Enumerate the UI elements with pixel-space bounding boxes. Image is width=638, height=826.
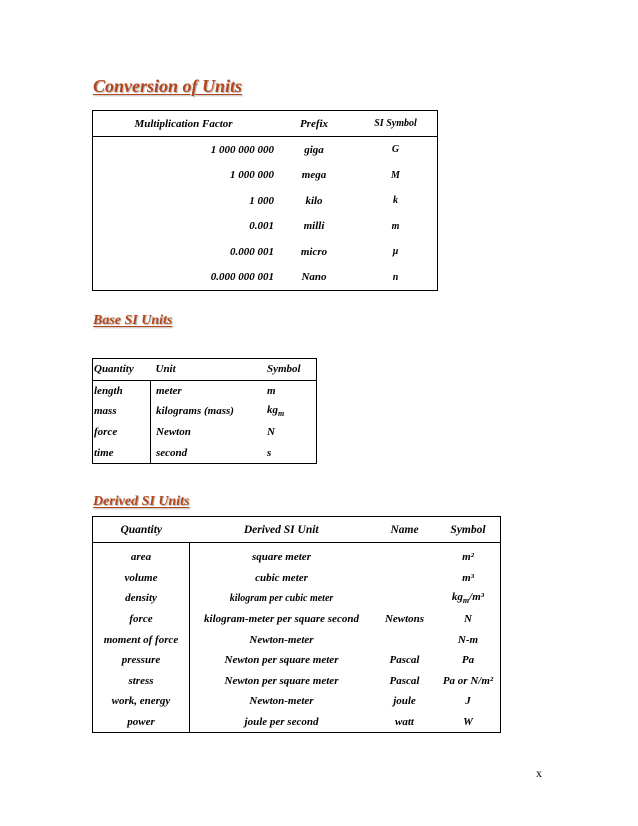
- symbol-cell: G: [391, 144, 400, 156]
- unit-cell: cubic meter: [190, 568, 374, 589]
- name-cell: [373, 543, 436, 568]
- table-header-row: [93, 517, 501, 543]
- factor-cell: 1 000 000 000: [210, 143, 274, 156]
- table-row: [93, 442, 317, 463]
- table-row: [93, 588, 501, 609]
- derived-si-title: Derived SI Units: [93, 494, 190, 509]
- derived-si-table: [92, 516, 501, 733]
- base-si-table: [92, 358, 317, 464]
- table-row: [93, 401, 317, 422]
- symbol-cell: µ: [392, 246, 399, 258]
- table-row: [93, 137, 438, 163]
- factor-cell: 1 000: [249, 194, 274, 207]
- table-row: [93, 650, 501, 671]
- symbol-cell: J: [465, 695, 471, 708]
- factor-cell: 0.001: [249, 220, 274, 233]
- prefix-cell: micro: [300, 245, 328, 258]
- symbol-cell: Pa or N/m²: [442, 674, 494, 687]
- unit-cell: Newton: [151, 422, 265, 443]
- table-row: [93, 568, 501, 589]
- factor-cell: 1 000 000: [230, 169, 274, 182]
- header-multiplication-factor: Multiplication Factor: [93, 111, 275, 137]
- symbol-cell: N-m: [457, 633, 479, 646]
- quantity-cell: work, energy: [111, 695, 171, 708]
- symbol-cell: n: [392, 271, 399, 283]
- symbol-suffix: /m³: [469, 591, 485, 604]
- quantity-cell: power: [127, 716, 155, 729]
- symbol-cell: W: [463, 716, 473, 729]
- symbol-cell: m²: [462, 551, 474, 564]
- factor-cell: 0.000 000 001: [210, 271, 274, 284]
- name-cell: Pascal: [389, 674, 420, 687]
- page-number: x: [536, 766, 542, 780]
- table-row: [93, 543, 501, 568]
- table-header-row: [93, 359, 317, 381]
- table-row: [93, 163, 438, 189]
- symbol-cell: m: [267, 384, 276, 397]
- unit-cell: kilogram per cubic meter: [190, 588, 374, 609]
- unit-cell: Newton-meter: [190, 691, 374, 712]
- quantity-cell: force: [94, 426, 118, 439]
- table-row: [93, 188, 438, 214]
- symbol-cell: Pa: [461, 654, 475, 667]
- name-cell: Pascal: [389, 654, 420, 667]
- factor-cell: 0.000 001: [230, 245, 274, 258]
- quantity-cell: volume: [124, 571, 158, 584]
- header-si-symbol: SI Symbol: [354, 111, 438, 137]
- quantity-cell: moment of force: [103, 633, 179, 646]
- name-cell: joule: [393, 695, 416, 708]
- name-cell: [373, 588, 436, 609]
- prefix-cell: milli: [303, 220, 325, 233]
- symbol-cell: m³: [462, 571, 474, 584]
- header-quantity: Quantity: [93, 517, 190, 543]
- table-row: [93, 214, 438, 240]
- base-si-title: Base SI Units: [93, 313, 173, 328]
- symbol-text: kg: [451, 591, 463, 604]
- symbol-subscript: m: [462, 596, 470, 606]
- symbol-cell: N: [267, 426, 275, 439]
- name-cell: [373, 568, 436, 589]
- symbol-cell: m: [391, 220, 400, 232]
- table-row: [93, 691, 501, 712]
- table-row: [93, 422, 317, 443]
- quantity-cell: mass: [94, 405, 117, 418]
- header-name: Name: [373, 517, 436, 543]
- symbol-subscript: m: [278, 409, 285, 419]
- unit-cell: second: [151, 442, 265, 463]
- symbol-cell: k: [393, 195, 398, 207]
- unit-cell: kilograms (mass): [151, 401, 265, 422]
- header-derived-unit: Derived SI Unit: [190, 517, 374, 543]
- quantity-cell: time: [94, 446, 114, 459]
- table-row: [93, 609, 501, 630]
- quantity-cell: force: [129, 613, 153, 626]
- table-row: [93, 671, 501, 692]
- prefix-cell: mega: [301, 169, 327, 182]
- name-cell: Newtons: [384, 613, 425, 626]
- unit-cell: Newton per square meter: [190, 671, 374, 692]
- prefix-cell: kilo: [305, 194, 323, 207]
- prefix-cell: giga: [304, 143, 324, 156]
- quantity-cell: length: [94, 384, 123, 397]
- header-quantity: Quantity: [93, 359, 151, 381]
- name-cell: [373, 629, 436, 650]
- table-row: [93, 629, 501, 650]
- conversion-title: Conversion of Units: [93, 76, 243, 96]
- symbol-cell: [436, 588, 501, 609]
- header-symbol: Symbol: [436, 517, 501, 543]
- quantity-cell: area: [130, 551, 152, 564]
- symbol-cell: s: [267, 446, 272, 459]
- table-row: [93, 380, 317, 401]
- header-prefix: Prefix: [274, 111, 354, 137]
- unit-cell: Newton-meter: [190, 629, 374, 650]
- unit-cell: Newton per square meter: [190, 650, 374, 671]
- unit-cell: joule per second: [190, 712, 374, 733]
- prefix-cell: Nano: [301, 271, 327, 284]
- name-cell: watt: [395, 716, 414, 729]
- quantity-cell: stress: [128, 674, 154, 687]
- header-symbol: Symbol: [264, 359, 317, 381]
- symbol-text: kg: [267, 404, 278, 417]
- unit-cell: square meter: [190, 543, 374, 568]
- symbol-cell: M: [391, 169, 400, 181]
- table-header-row: [93, 111, 438, 137]
- unit-cell: meter: [151, 380, 265, 401]
- table-row: [93, 265, 438, 291]
- table-row: [93, 239, 438, 265]
- conversion-table: [92, 110, 438, 291]
- quantity-cell: density: [125, 592, 157, 605]
- unit-cell: kilogram-meter per square second: [190, 609, 374, 630]
- symbol-cell: [264, 401, 317, 422]
- table-row: [93, 712, 501, 733]
- header-unit: Unit: [151, 359, 265, 381]
- quantity-cell: pressure: [121, 654, 161, 667]
- symbol-cell: N: [464, 613, 472, 626]
